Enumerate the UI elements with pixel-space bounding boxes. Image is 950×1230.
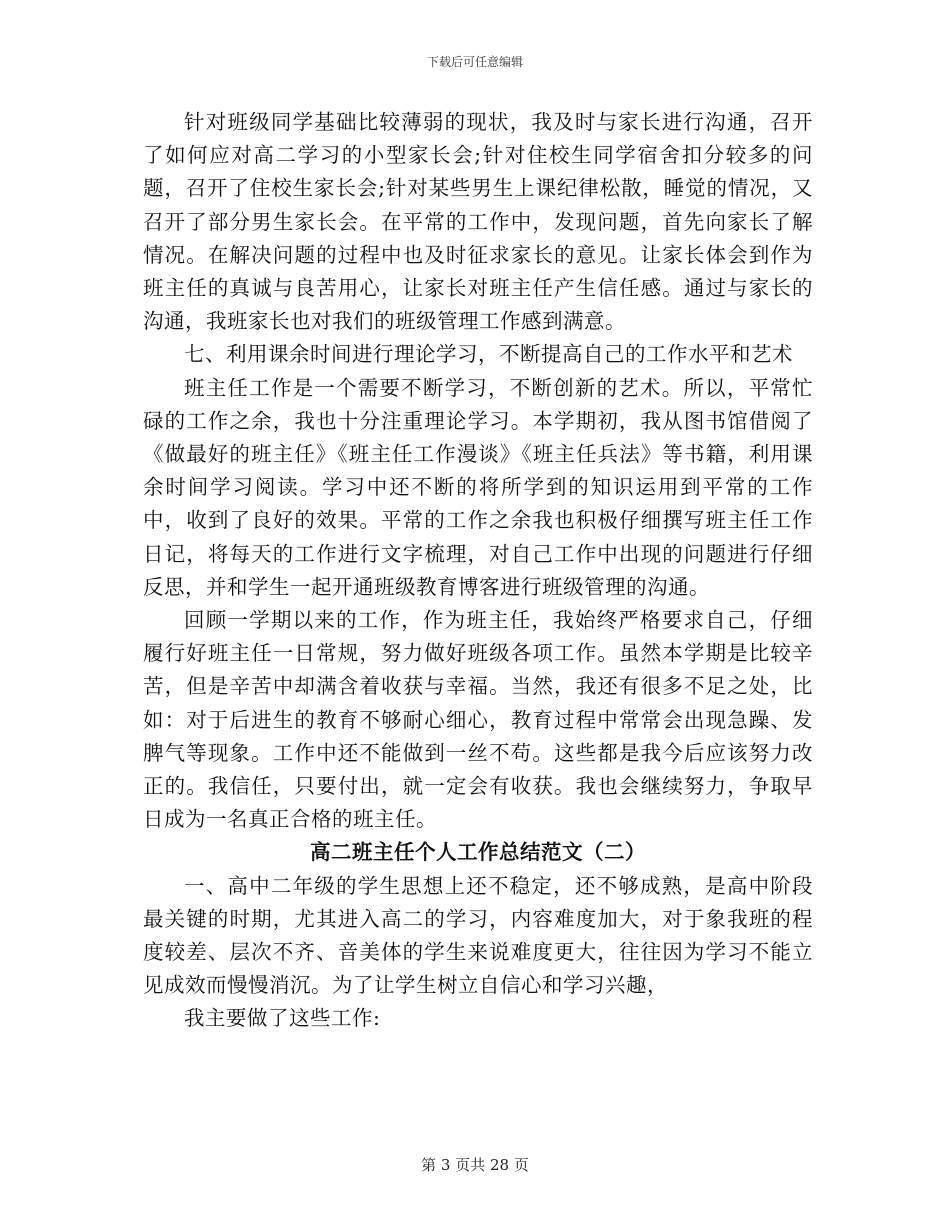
document-body [143, 106, 813, 1036]
page-footer: 第 3 页共 28 页 [421, 1156, 529, 1174]
paragraph-point-one: 一、高中二年级的学生思想上还不稳定，还不够成熟，是高中阶段最关键的时期，尤其进入高二的学习，内容难度加大，对于象我班的程度较差、层次不齐、音美体的学生来说难度更大，往往因为学习不能立见成效而慢慢消沉。为了让学生树立自信心和学习兴趣， [143, 873, 813, 998]
paragraph-theory-study: 班主任工作是一个需要不断学习，不断创新的艺术。所以，平常忙碌的工作之余，我也十分注重理论学习。本学期初，我从图书馆借阅了《做最好的班主任》《班主任工作漫谈》《班主任兵法》等书籍，利用课余时间学习阅读。学习中还不断的将所学到的知识运用到平常的工作中，收到了良好的效果。平常的工作之余我也积极仔细撰写班主任工作日记，将每天的工作进行文字梳理，对自己工作中出现的问题进行仔细反思，并和学生一起开通班级教育博客进行班级管理的沟通。 [143, 375, 813, 599]
paragraph-parent-communication: 针对班级同学基础比较薄弱的现状，我及时与家长进行沟通，召开了如何应对高二学习的小型家长会;针对住校生同学宿舍扣分较多的问题，召开了住校生家长会;针对某些男生上课纪律松散，睡觉的情况，又召开了部分男生家长会。在平常的工作中，发现问题，首先向家长了解情况。在解决问题的过程中也及时征求家长的意见。让家长体会到作为班主任的真诚与良苦用心，让家长对班主任产生信任感。通过与家长的沟通，我班家长也对我们的班级管理工作感到满意。 [143, 110, 813, 334]
paragraph-main-work: 我主要做了这些工作: [184, 1006, 381, 1031]
paragraph-review: 回顾一学期以来的工作，作为班主任，我始终严格要求自己，仔细履行好班主任一日常规，努力做好班级各项工作。虽然本学期是比较辛苦，但是辛苦中却满含着收获与幸福。当然，我还有很多不足之处，比如：对于后进生的教育不够耐心细心，教育过程中常常会出现急躁、发脾气等现象。工作中还不能做到一丝不苟。这些都是我今后应该努力改正的。我信任，只要付出，就一定会有收获。我也会继续努力，争取早日成为一名真正合格的班主任。 [143, 608, 813, 832]
page-header: 下载后可任意编辑 [426, 55, 523, 69]
paragraph-section-seven-title: 七、利用课余时间进行理论学习，不断提高自己的工作水平和艺术 [184, 342, 793, 367]
section-title: 高二班主任个人工作总结范文（二） [310, 840, 646, 865]
